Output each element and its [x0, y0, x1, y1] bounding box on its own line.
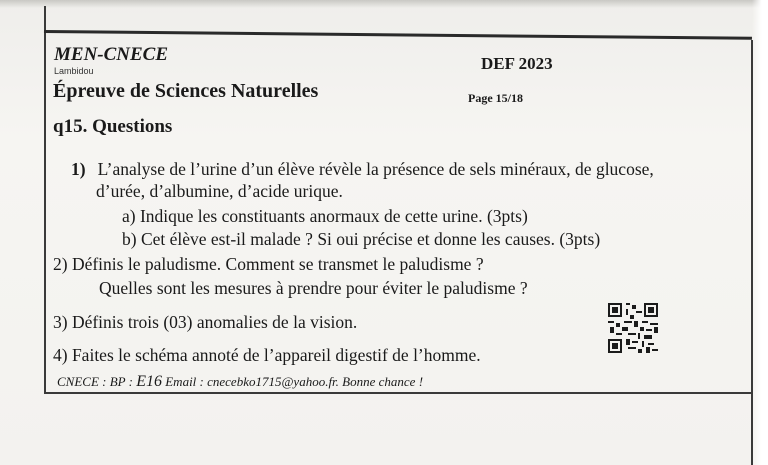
question-2-line-1: 2) Définis le paludisme. Comment se transmet le paludisme ?	[53, 254, 484, 274]
question-3: 3) Définis trois (03) anomalies de la vision.	[53, 312, 358, 332]
question-1b: b) Cet élève est-il malade ? Si oui précise et donne les causes. (3pts)	[122, 229, 601, 249]
question-2-line-2: Quelles sont les mesures à prendre pour éviter le paludisme ?	[99, 278, 528, 298]
footer-contact	[57, 373, 423, 391]
question-4: 4) Faites le schéma annoté de l’appareil digestif de l’homme.	[53, 345, 481, 365]
question-1a: a) Indique les constituants anormaux de cette urine. (3pts)	[122, 206, 528, 226]
exam-title: DEF 2023	[481, 54, 553, 73]
qr-code-icon	[608, 303, 658, 353]
subject-title: Épreuve de Sciences Naturelles	[53, 80, 319, 102]
organization-name: MEN-CNECE	[54, 44, 169, 65]
right-page-edge	[752, 0, 768, 465]
footer-box: E16	[136, 373, 162, 390]
right-frame-line	[751, 40, 753, 465]
question-1-number: 1)	[71, 159, 86, 179]
organization-subtitle: Lambidou	[54, 66, 94, 76]
footer-email: Email : cnecebko1715@yahoo.fr. Bonne chance !	[161, 374, 424, 389]
section-title: q15. Questions	[53, 116, 173, 137]
question-1-line-2: d’urée, d’albumine, d’acide urique.	[96, 181, 343, 201]
footer-bp: CNECE : BP :	[57, 374, 137, 389]
page-number: Page 15/18	[468, 91, 523, 105]
question-1-text: L’analyse de l’urine d’un élève révèle la présence de sels minéraux, de glucose,	[97, 159, 654, 179]
question-1-line-1	[71, 159, 654, 180]
